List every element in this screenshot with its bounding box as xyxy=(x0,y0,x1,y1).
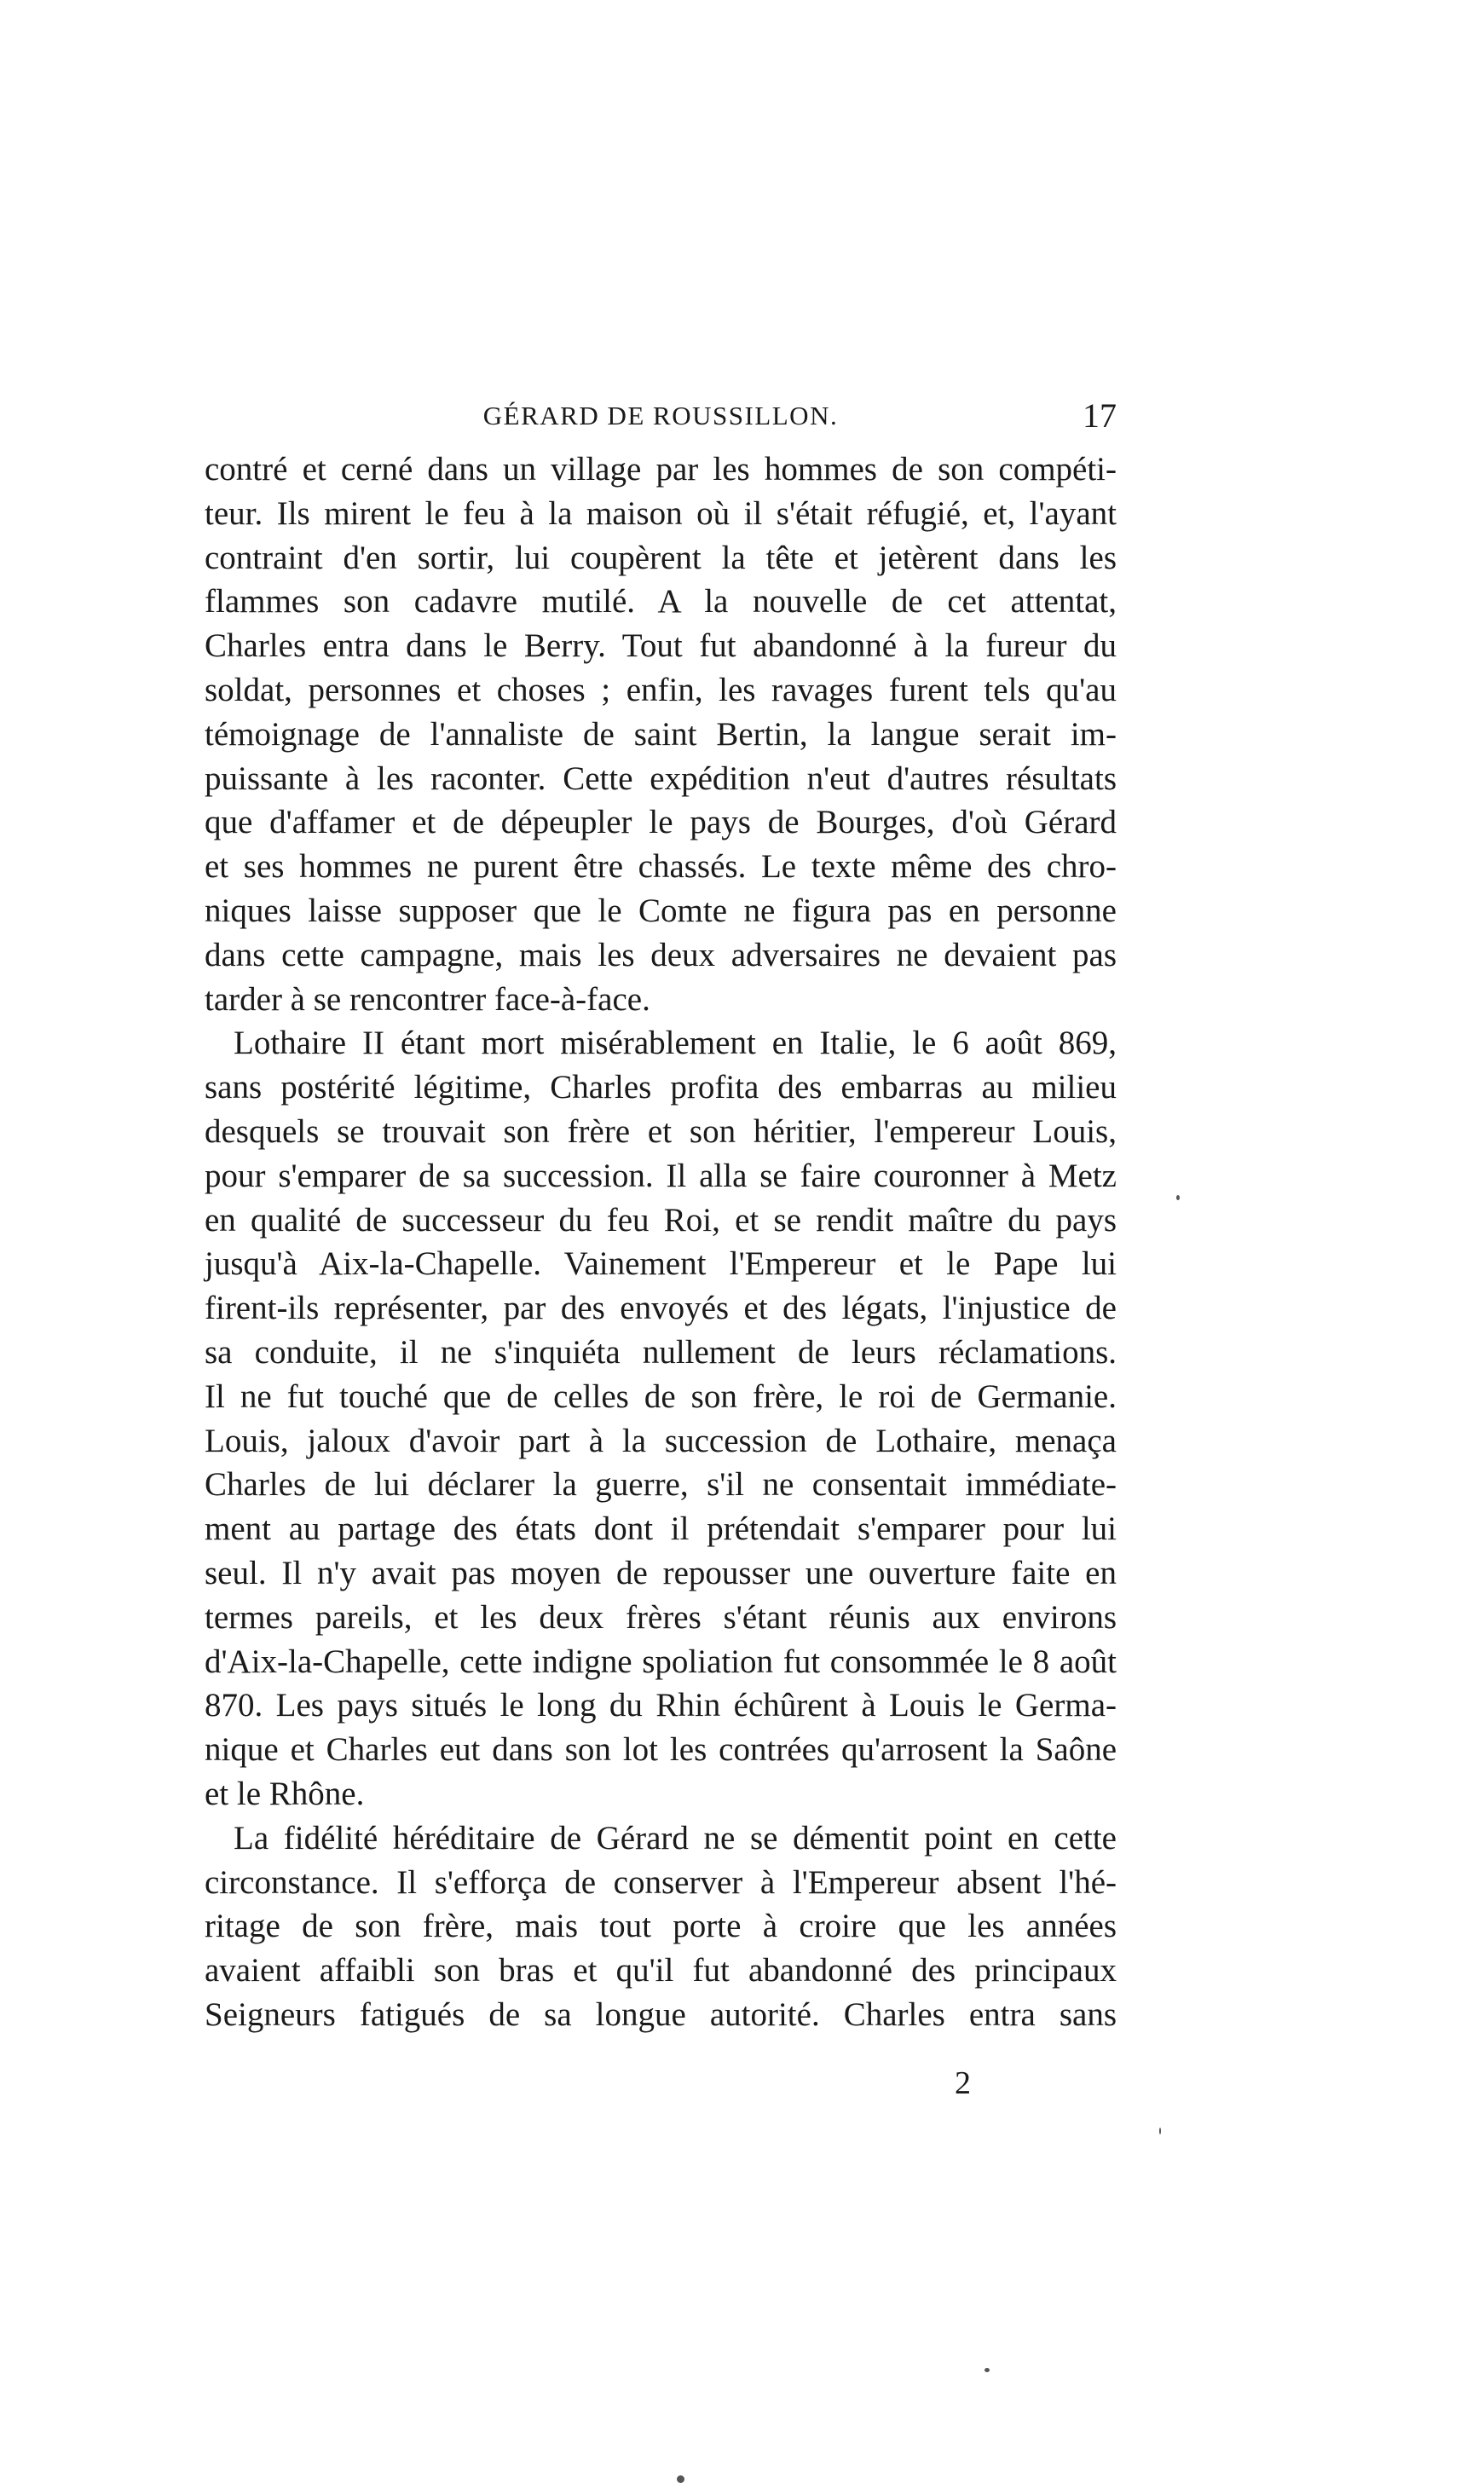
running-head xyxy=(205,394,1117,438)
ink-speck xyxy=(985,2368,990,2372)
body-text xyxy=(205,448,1117,2037)
page-number: 17 xyxy=(1083,396,1117,435)
text-line: firent-ils représenter, par des envoyés et des légats, l'injustice de xyxy=(205,1290,1117,1327)
text-line: contré et cerné dans un village par les hommes de son compéti- xyxy=(205,451,1117,488)
text-line: teur. Ils mirent le feu à la maison où il s'était réfugié, et, l'ayant xyxy=(205,494,1117,532)
text-line: dans cette campagne, mais les deux adversaires ne devaient pas xyxy=(205,936,1117,973)
text-line: desquels se trouvait son frère et son héritier, l'empereur Louis, xyxy=(205,1112,1117,1150)
text-line: en qualité de successeur du feu Roi, et se rendit maître du pays xyxy=(205,1201,1117,1239)
text-line: soldat, personnes et choses ; enfin, les ravages furent tels qu'au xyxy=(205,671,1117,708)
text-line: termes pareils, et les deux frères s'étant réunis aux environs xyxy=(205,1598,1117,1636)
text-line: sa conduite, il ne s'inquiéta nullement de leurs réclamations. xyxy=(205,1333,1117,1371)
text-line: Il ne fut touché que de celles de son frère, le roi de Germanie. xyxy=(205,1377,1117,1415)
text-line: Charles de lui déclarer la guerre, s'il ne consentait immédiate- xyxy=(205,1466,1117,1504)
ink-speck xyxy=(677,2475,684,2483)
text-line: avaient affaibli son bras et qu'il fut abandonné des principaux xyxy=(205,1952,1117,1989)
text-line: circonstance. Il s'efforça de conserver à l'Empereur absent l'hé- xyxy=(205,1863,1117,1901)
text-line: La fidélité héréditaire de Gérard ne se démentit point en cette xyxy=(234,1819,1117,1857)
text-line: niques laisse supposer que le Comte ne figura pas en personne xyxy=(205,892,1117,929)
text-line: puissante à les raconter. Cette expédition n'eut d'autres résultats xyxy=(205,759,1117,797)
text-line: sans postérité légitime, Charles profita des embarras au milieu xyxy=(205,1069,1117,1106)
text-line: contraint d'en sortir, lui coupèrent la tête et jetèrent dans les xyxy=(205,539,1117,576)
text-line: Lothaire II étant mort misérablement en Italie, le 6 août 869, xyxy=(234,1025,1117,1062)
text-line: 870. Les pays situés le long du Rhin échûrent à Louis le Germa- xyxy=(205,1687,1117,1724)
text-line: flammes son cadavre mutilé. A la nouvelle de cet attentat, xyxy=(205,583,1117,621)
text-line: que d'affamer et de dépeupler le pays de Bourges, d'où Gérard xyxy=(205,804,1117,841)
signature-mark: 2 xyxy=(955,2065,971,2101)
text-line: et le Rhône. xyxy=(205,1775,365,1812)
text-line: jusqu'à Aix-la-Chapelle. Vainement l'Empereur et le Pape lui xyxy=(205,1245,1117,1283)
text-line: Seigneurs fatigués de sa longue autorité. Charles entra sans xyxy=(205,1995,1117,2033)
text-line: nique et Charles eut dans son lot les contrées qu'arrosent la Saône xyxy=(205,1731,1117,1769)
text-line: ment au partage des états dont il prétendait s'emparer pour lui xyxy=(205,1510,1117,1548)
text-line: ritage de son frère, mais tout porte à croire que les années xyxy=(205,1908,1117,1945)
ink-speck xyxy=(1159,2128,1161,2134)
text-line: pour s'emparer de sa succession. Il alla se faire couronner à Metz xyxy=(205,1157,1117,1194)
text-line: Charles entra dans le Berry. Tout fut abandonné à la fureur du xyxy=(205,627,1117,665)
ink-speck xyxy=(1176,1195,1180,1200)
text-line: tarder à se rencontrer face-à-face. xyxy=(205,980,650,1018)
running-title: GÉRARD DE ROUSSILLON. xyxy=(482,401,839,430)
text-line: seul. Il n'y avait pas moyen de repousser une ouverture faite en xyxy=(205,1554,1117,1591)
text-line: d'Aix-la-Chapelle, cette indigne spoliation fut consommée le 8 août xyxy=(205,1643,1117,1680)
text-line: et ses hommes ne purent être chassés. Le texte même des chro- xyxy=(205,848,1117,886)
text-line: Louis, jaloux d'avoir part à la succession de Lothaire, menaça xyxy=(205,1422,1117,1459)
text-line: témoignage de l'annaliste de saint Bertin, la langue serait im- xyxy=(205,715,1117,753)
